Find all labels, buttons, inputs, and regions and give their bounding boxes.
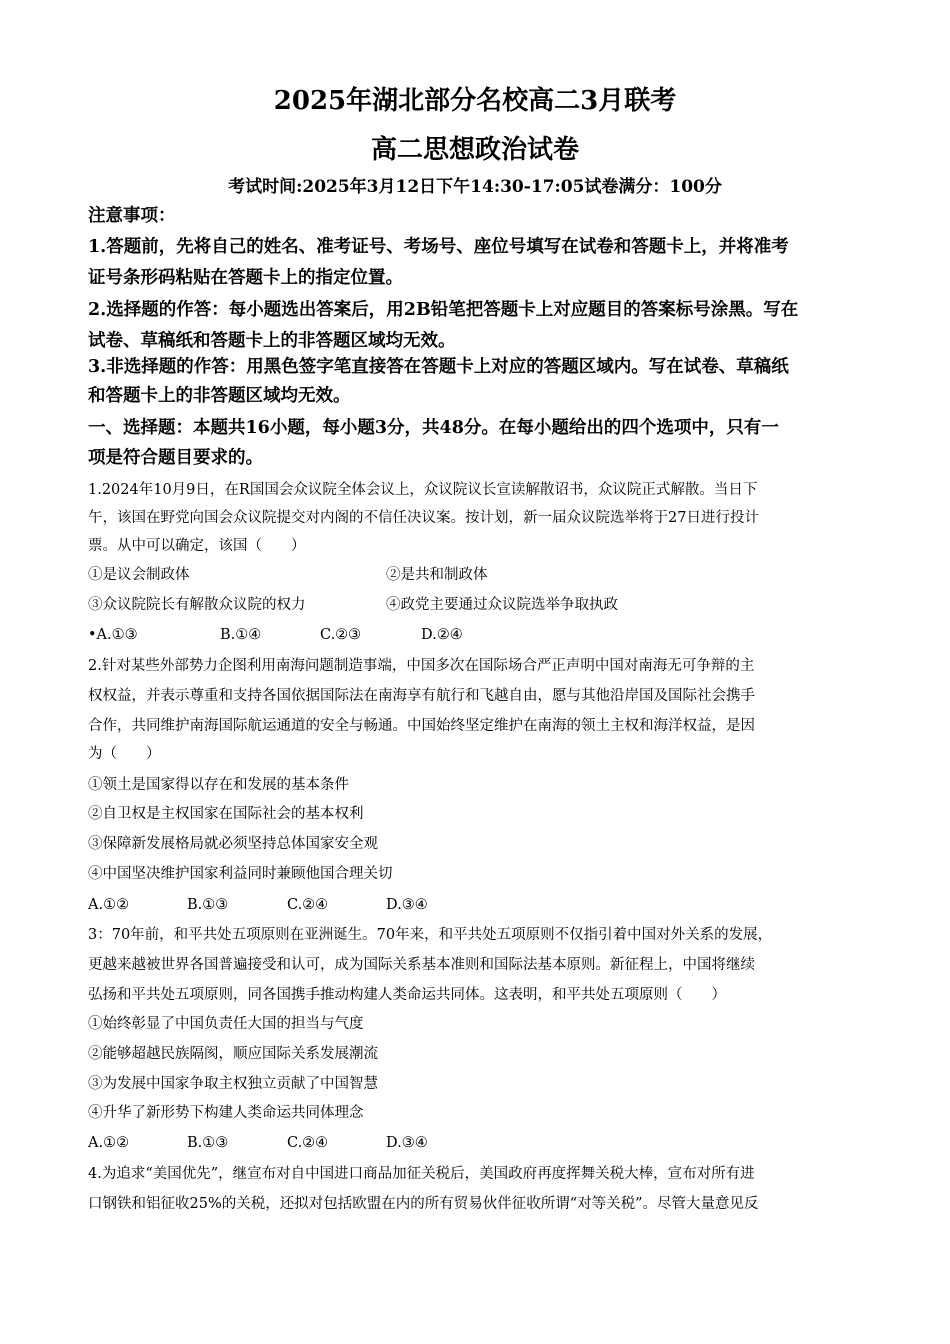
question-stem: 2.针对某些外部势力企图利用南海问题制造事端，中国多次在国际场合严正声明中国对南海无可争辩的主: [88, 658, 755, 674]
answer-choice: B.①④: [220, 627, 262, 643]
notice-line: 1.答题前，先将自己的姓名、准考证号、考场号、座位号填写在试卷和答题卡上，并将准考: [88, 237, 789, 257]
answer-choice: •A.①③: [88, 627, 138, 643]
statement-item: ②自卫权是主权国家在国际社会的基本权利: [88, 806, 364, 822]
statement-item: ①始终彰显了中国负责任大国的担当与气度: [88, 1016, 364, 1032]
answer-choice: C.②④: [287, 897, 329, 913]
notice-line: 3.非选择题的作答：用黑色签字笔直接答在答题卡上对应的答题区域内。写在试卷、草稿纸: [88, 357, 789, 377]
notice-line: 和答题卡上的非答题区域均无效。: [88, 386, 351, 406]
statement-item: ④中国坚决维护国家利益同时兼顾他国合理关切: [88, 866, 393, 882]
answer-choice: D.③④: [386, 1135, 428, 1151]
question-stem: 1.2024年10月9日，在R国国会众议院全体会议上，众议院议长宣读解散诏书，众议院正式解散。当日下: [88, 482, 758, 498]
answer-choice: D.③④: [386, 897, 428, 913]
exam-subject-title: 高二思想政治试卷: [370, 135, 579, 165]
answer-choice: C.②③: [320, 627, 362, 643]
section-heading: 项是符合题目要求的。: [88, 448, 263, 468]
answer-choice: D.②④: [421, 627, 463, 643]
question-stem: 更越来越被世界各国普遍接受和认可，成为国际关系基本准则和国际法基本原则。新征程上，中国将继续: [88, 957, 755, 973]
statement-item: ②能够超越民族隔阂，顺应国际关系发展潮流: [88, 1046, 378, 1062]
question-stem: 弘扬和平共处五项原则，同各国携手推动构建人类命运共同体。这表明，和平共处五项原则（ ）: [88, 987, 726, 1003]
answer-choice: B.①③: [187, 1135, 229, 1151]
question-stem: 票。从中可以确定，该国（ ）: [88, 538, 306, 554]
statement-item: ③众议院院长有解散众议院的权力: [88, 597, 306, 613]
statement-item: ①领土是国家得以存在和发展的基本条件: [88, 777, 349, 793]
statement-item: ②是共和制政体: [386, 567, 488, 583]
exam-info: 考试时间:2025年3月12日下午14:30-17:05试卷满分：100分: [228, 177, 722, 197]
question-stem: 权权益，并表示尊重和支持各国依据国际法在南海享有航行和飞越自由，愿与其他沿岸国及国际社会携手: [88, 688, 755, 704]
section-heading: 一、选择题：本题共16小题，每小题3分，共48分。在每小题给出的四个选项中，只有一: [88, 418, 779, 438]
question-stem: 口钢铁和铝征收25%的关税，还拟对包括欧盟在内的所有贸易伙伴征收所谓“对等关税”。尽管大量意见反: [88, 1196, 759, 1212]
answer-choice: A.①②: [88, 1135, 130, 1151]
notice-line: 证号条形码粘贴在答题卡上的指定位置。: [88, 268, 403, 288]
question-stem: 午，该国在野党向国会众议院提交对内阁的不信任决议案。按计划，新一届众议院选举将于27日进行投计: [88, 510, 759, 526]
question-stem: 4.为追求“美国优先”，继宣布对自中国进口商品加征关税后，美国政府再度挥舞关税大棒，宣布对所有进: [88, 1166, 755, 1182]
answer-choice: B.①③: [187, 897, 229, 913]
statement-item: ①是议会制政体: [88, 567, 190, 583]
notice-line: 2.选择题的作答：每小题选出答案后，用2B铅笔把答题卡上对应题目的答案标号涂黑。写在: [88, 300, 799, 320]
statement-item: ③为发展中国家争取主权独立贡献了中国智慧: [88, 1076, 378, 1092]
notice-line: 试卷、草稿纸和答题卡上的非答题区域均无效。: [88, 331, 456, 351]
question-stem: 3：70年前，和平共处五项原则在亚洲诞生。70年来，和平共处五项原则不仅指引着中国对外关系的发展，: [88, 927, 773, 943]
exam-title: 2025年湖北部分名校高二3月联考: [273, 86, 677, 116]
question-stem: 合作，共同维护南海国际航运通道的安全与畅通。中国始终坚定维护在南海的领土主权和海洋权益，是因: [88, 718, 755, 734]
statement-item: ④政党主要通过众议院选举争取执政: [386, 597, 618, 613]
answer-choice: A.①②: [88, 897, 130, 913]
notice-heading: 注意事项：: [88, 206, 176, 226]
statement-item: ③保障新发展格局就必须坚持总体国家安全观: [88, 836, 378, 852]
answer-choice: C.②④: [287, 1135, 329, 1151]
question-stem: 为（ ）: [88, 746, 161, 762]
statement-item: ④升华了新形势下构建人类命运共同体理念: [88, 1105, 364, 1121]
